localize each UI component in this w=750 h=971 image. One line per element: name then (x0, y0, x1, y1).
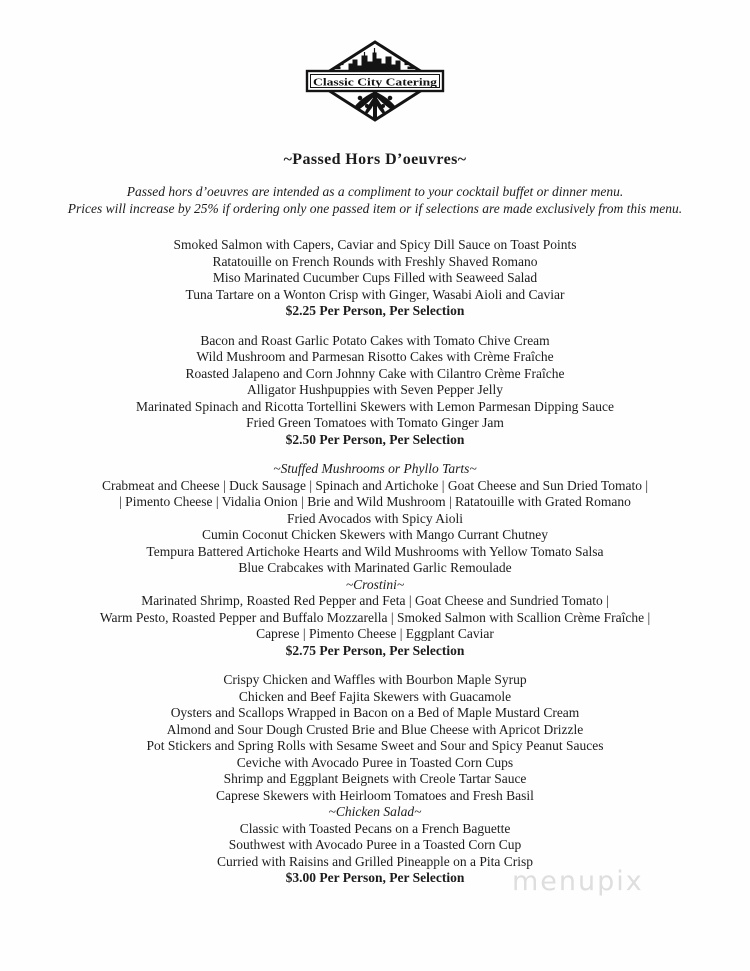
menu-item-line: Pot Stickers and Spring Rolls with Sesame Sweet and Sour and Spicy Peanut Sauces (146, 738, 604, 753)
menu-item-line: Curried with Raisins and Grilled Pineapple on a Pita Crisp (216, 853, 534, 869)
price-line: $2.25 Per Person, Per Selection (285, 303, 465, 318)
menu-item-line: Marinated Shrimp, Roasted Red Pepper and Feta | Goat Cheese and Sundried Tomato | (141, 593, 609, 608)
logo-text: Classic City Catering (313, 76, 438, 89)
menu-item-line: Caprese | Pimento Cheese | Eggplant Caviar (256, 626, 494, 641)
intro-note (0, 183, 750, 217)
menu-item-line: Miso Marinated Cucumber Cups Filled with Seaweed Salad (212, 270, 538, 285)
menu-item-line: Blue Crabcakes with Marinated Garlic Remoulade (238, 560, 512, 575)
menu-item-line: Marinated Spinach and Ricotta Tortellini Skewers with Lemon Parmesan Dipping Sauce (136, 398, 614, 414)
menu-item-line: Fried Avocados with Spicy Aioli (287, 510, 463, 526)
subsection-heading: ~Stuffed Mushrooms or Phyllo Tarts~ (273, 461, 477, 476)
menu-item-line: Tempura Battered Artichoke Hearts and Wild Mushrooms with Yellow Tomato Salsa (146, 543, 604, 559)
menu-item-line: Southwest with Avocado Puree in a Toasted Corn Cup (228, 837, 522, 852)
subsection-heading: ~Chicken Salad~ (328, 804, 422, 819)
menu-item-line: Wild Mushroom and Parmesan Risotto Cakes with Crème Fraîche (196, 349, 554, 364)
menu-section (0, 461, 750, 659)
menu-section (0, 333, 750, 449)
menu-section (0, 672, 750, 887)
menu-sections (0, 237, 750, 887)
menu-item-line: Roasted Jalapeno and Corn Johnny Cake with Cilantro Crème Fraîche (185, 365, 565, 381)
price-line: $2.75 Per Person, Per Selection (285, 642, 465, 658)
menu-item-line: Almond and Sour Dough Crusted Brie and Blue Cheese with Apricot Drizzle (166, 721, 584, 737)
menu-item-line: Ratatouille on French Rounds with Freshly Shaved Romano (212, 253, 538, 269)
menu-item-line: Chicken and Beef Fajita Skewers with Guacamole (238, 688, 512, 704)
menu-item-line: Bacon and Roast Garlic Potato Cakes with Tomato Chive Cream (200, 332, 550, 348)
price-line: $2.50 Per Person, Per Selection (285, 431, 465, 447)
menu-item-line: Smoked Salmon with Capers, Caviar and Spicy Dill Sauce on Toast Points (173, 237, 577, 252)
menu-item-line: Crispy Chicken and Waffles with Bourbon Maple Syrup (223, 672, 527, 687)
menu-item-line: Tuna Tartare on a Wonton Crisp with Ginger, Wasabi Aioli and Caviar (185, 286, 565, 302)
logo (0, 0, 750, 127)
menu-item-line: Warm Pesto, Roasted Pepper and Buffalo Mozzarella | Smoked Salmon with Scallion Crème Fraîche | (99, 609, 651, 625)
menu-item-line: Crabmeat and Cheese | Duck Sausage | Spinach and Artichoke | Goat Cheese and Sun Dried Tomato | (101, 477, 649, 493)
menupix-watermark: menupix (512, 866, 644, 897)
price-line: $3.00 Per Person, Per Selection (285, 870, 465, 885)
classic-city-catering-logo-icon (304, 40, 446, 122)
menu-item-line: Cumin Coconut Chicken Skewers with Mango Currant Chutney (201, 527, 549, 542)
menu-section (0, 237, 750, 320)
menu-item-line: Classic with Toasted Pecans on a French Baguette (239, 820, 511, 836)
menu-item-line: Caprese Skewers with Heirloom Tomatoes and Fresh Basil (216, 787, 534, 803)
intro-line-1: Passed hors d’oeuvres are intended as a compliment to your cocktail buffet or dinner menu. (126, 184, 624, 199)
menu-item-line: Shrimp and Eggplant Beignets with Creole Tartar Sauce (223, 771, 527, 786)
menu-item-line: Ceviche with Avocado Puree in Toasted Corn Cups (236, 754, 514, 770)
page-title: ~Passed Hors D’oeuvres~ (283, 151, 467, 168)
intro-line-2: Prices will increase by 25% if ordering only one passed item or if selections are made exclusively from this menu. (67, 201, 683, 216)
menu-item-line: Alligator Hushpuppies with Seven Pepper Jelly (246, 382, 504, 397)
menu-item-line: Oysters and Scallops Wrapped in Bacon on a Bed of Maple Mustard Cream (170, 705, 580, 720)
subsection-heading: ~Crostini~ (345, 576, 405, 592)
menu-item-line: | Pimento Cheese | Vidalia Onion | Brie and Wild Mushroom | Ratatouille with Grated Romano (119, 494, 631, 509)
menu-item-line: Fried Green Tomatoes with Tomato Ginger Jam (246, 415, 504, 430)
